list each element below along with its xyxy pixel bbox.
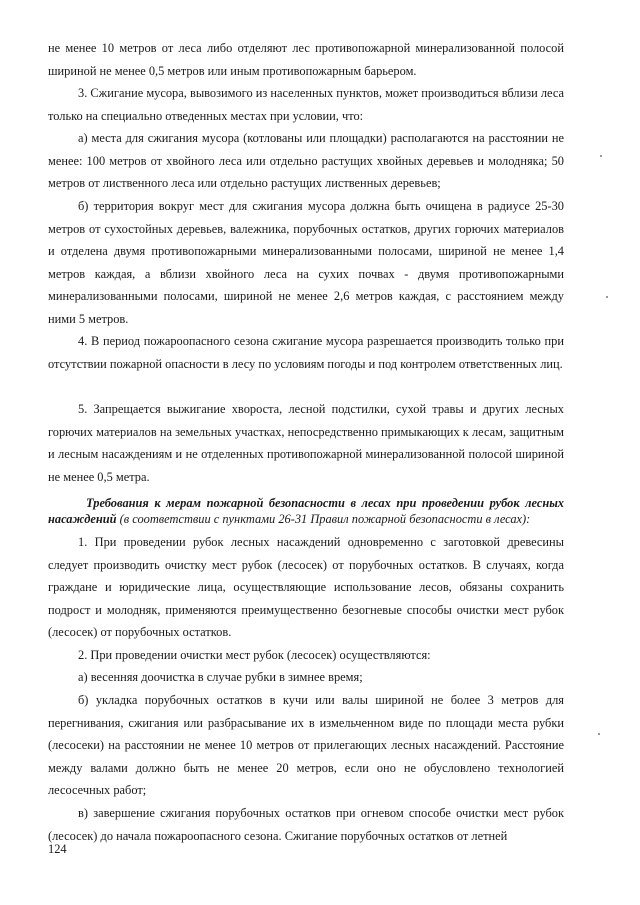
scan-speck xyxy=(600,155,602,157)
paragraph-5: 5. Запрещается выжигание хвороста, лесной подстилки, сухой травы и других лесных горючих материалов на земельных участках, непосредственно примыкающих к лесам, защитным и лесным насаждениям и не отделенных противопожарной минерализованной полосой шириной не менее 0,5 метра. xyxy=(48,402,564,484)
paragraph-2: а) места для сжигания мусора (котлованы или площадки) располагаются на расстоянии не менее: 100 метров от хвойного леса или отдельно растущих хвойных деревьев и молодняка; 50 метров от лиственного леса или отдельно растущих лиственных деревьев; xyxy=(48,131,564,191)
paragraph-0: не менее 10 метров от леса либо отделяют лес противопожарной минерализованной полосой шириной не менее 0,5 метров или иным противопожарным барьером. xyxy=(48,41,564,78)
paragraph-3: б) территория вокруг мест для сжигания мусора должна быть очищена в радиусе 25-30 метров от сухостойных деревьев, валежника, порубочных остатков, других горючих материалов и отделена двумя противопожарными минерализованными полосами, шириной не менее 1,4 метров каждая, а вблизи хвойного леса на сухих почвах - двумя противопожарными минерализованными полосами, шириной не менее 2,6 метров каждая, с расстоянием между ними 5 метров. xyxy=(48,199,564,326)
paragraph-4: 4. В период пожароопасного сезона сжигание мусора разрешается производить только при отсутствии пожарной опасности в лесу по условиям погоды и под контролем ответственных лиц. xyxy=(48,334,564,371)
section-heading xyxy=(48,495,564,527)
section-heading-main: Требования к мерам пожарной безопасности в лесах при проведении рубок лесных насаждений xyxy=(48,496,564,526)
paragraph-8: а) весенняя доочистка в случае рубки в зимнее время; xyxy=(78,670,363,684)
paragraph-1: 3. Сжигание мусора, вывозимого из населенных пунктов, может производиться вблизи леса только на специально отведенных местах при условии, что: xyxy=(48,86,564,123)
section-heading-sub: (в соответствии с пунктами 26-31 Правил пожарной безопасности в лесах): xyxy=(116,512,531,526)
paragraph-10: в) завершение сжигания порубочных остатков при огневом способе очистки мест рубок (лесосек) до начала пожароопасного сезона. Сжигание порубочных остатков от летней xyxy=(48,806,564,843)
paragraph-7: 2. При проведении очистки мест рубок (лесосек) осуществляются: xyxy=(78,648,431,662)
scan-speck xyxy=(598,733,600,735)
paragraph-6: 1. При проведении рубок лесных насаждений одновременно с заготовкой древесины следует производить очистку мест рубок (лесосек) от порубочных остатков. В случаях, когда граждане и юридические лица, осуществляющие использование лесов, обязаны сохранить подрост и молодняк, применяются преимущественно безогневые способы очистки мест рубок (лесосек) от порубочных остатков. xyxy=(48,535,564,640)
paragraph-9: б) укладка порубочных остатков в кучи или валы шириной не более 3 метров для перегнивания, сжигания или разбрасывание их в измельченном виде по площади места рубки (лесосеки) на расстоянии не менее 10 метров от прилегающих лесных насаждений. Расстояние между валами должно быть не менее 20 метров, если оно не обусловлено технологией лесосечных работ; xyxy=(48,693,564,798)
page-number: 124 xyxy=(48,842,67,856)
scan-speck xyxy=(606,296,608,298)
